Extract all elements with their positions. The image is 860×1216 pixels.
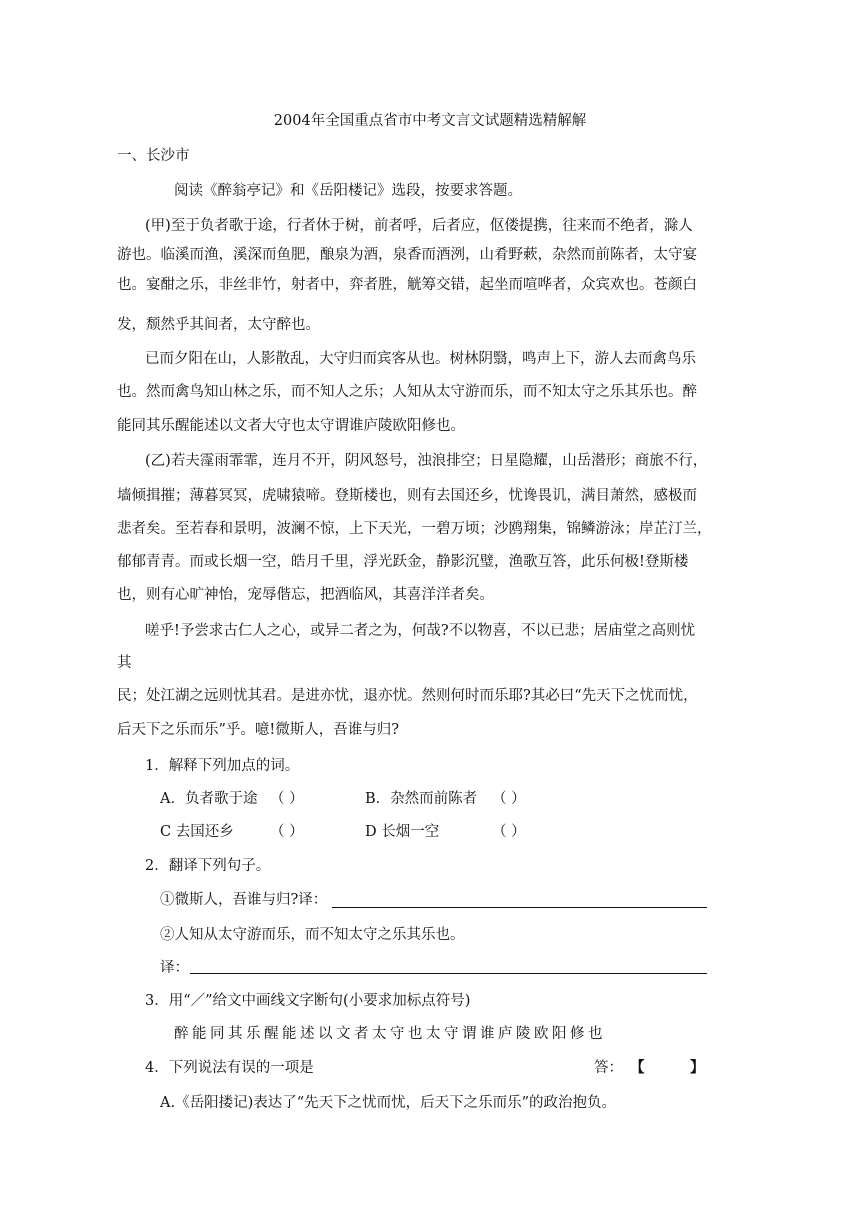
q1-option-d: D 长烟一空 bbox=[365, 824, 440, 840]
passage-line: 墙倾揖摧；薄暮冥冥，虎啸猿啼。登斯楼也，则有去国还乡，忧谗畏讥，满目萧然，感极而 bbox=[117, 488, 697, 504]
q2-answer-line-1[interactable] bbox=[332, 907, 707, 908]
q3-underlined-text: 醉能同其乐醒能述以文者太守也太守谓谁庐陵欧阳修也 bbox=[174, 1026, 606, 1042]
question-4-stem: 4．下列说法有误的一项是 bbox=[145, 1060, 314, 1076]
q1-option-a-answer[interactable]: （ ） bbox=[270, 791, 304, 807]
passage-line: (乙)若夫霪雨霏霏，连月不开，阴风怒号，浊浪排空；日星隐耀，山岳潜形；商旅不行， bbox=[145, 453, 708, 469]
document-title: 2004年全国重点省市中考文言文试题精选精解解 bbox=[273, 113, 587, 129]
q4-bracket-left: 【 bbox=[630, 1059, 645, 1076]
reading-instruction: 阅读《醉翁亭记》和《岳阳楼记》选段，按要求答题。 bbox=[174, 183, 522, 199]
q1-option-a: A．负者歌于途 bbox=[160, 791, 258, 807]
q1-option-c-answer[interactable]: （ ） bbox=[270, 824, 304, 840]
passage-line: 民；处江湖之远则忧其君。是进亦忧，退亦忧。然则何时而乐耶?其必曰“先天下之忧而忧， bbox=[117, 688, 698, 704]
question-3-stem: 3．用“／”给文中画线文字断句(小要求加标点符号) bbox=[145, 993, 471, 1009]
q4-option-a: A.《岳阳搂记)表达了“先天下之忧而忧，后天下之乐而乐”的政治抱负。 bbox=[160, 1095, 617, 1111]
q1-option-c: C 去国还乡 bbox=[160, 824, 234, 840]
passage-line: 已而夕阳在山，人影散乱，大守归而宾客从也。树林阴翳，鸣声上下，游人去而禽鸟乐 bbox=[145, 351, 696, 367]
passage-line: 也。然而禽鸟知山林之乐，而不知人之乐；人知从太守游而乐，而不知太守之乐其乐也。醉 bbox=[117, 384, 697, 400]
passage-line: 后天下之乐而乐”乎。噫!微斯人，吾谁与归? bbox=[117, 722, 400, 738]
q4-bracket-right: 】 bbox=[690, 1059, 705, 1076]
question-1-stem: 1．解释下列加点的词。 bbox=[145, 758, 300, 774]
q4-answer-label: 答： bbox=[594, 1060, 623, 1076]
passage-line: 也。宴酣之乐，非丝非竹，射者中，弈者胜，觥筹交错，起坐而喧哗者，众宾欢也。苍颜白 bbox=[117, 277, 697, 293]
passage-line: 发，颓然乎其间者，太守醉也。 bbox=[117, 317, 320, 333]
passage-line: 嗟乎!予尝求古仁人之心，或异二者之为，何哉?不以物喜，不以已悲；居庙堂之高则忧 bbox=[145, 623, 696, 639]
passage-line: 游也。临溪而渔，溪深而鱼肥，酿泉为酒，泉香而酒洌，山肴野蔌，杂然而前陈者，太守宴 bbox=[117, 247, 697, 263]
q2-sentence-2: ②人知从太守游而乐，而不知太守之乐其乐也。 bbox=[160, 927, 465, 943]
passage-line: 其 bbox=[117, 655, 132, 671]
q2-answer-line-2[interactable] bbox=[190, 973, 707, 974]
q1-option-b-answer[interactable]: （ ） bbox=[492, 791, 526, 807]
q2-translate-label: 译： bbox=[160, 960, 189, 976]
q2-sentence-1: ①微斯人，吾谁与归?译： bbox=[160, 892, 328, 908]
passage-line: 郁郁青青。而或长烟一空，皓月千里，浮光跃金，静影沉璧，渔歌互答，此乐何极!登斯楼 bbox=[117, 554, 689, 570]
section-heading: 一、长沙市 bbox=[117, 148, 190, 164]
q1-option-d-answer[interactable]: （ ） bbox=[492, 824, 526, 840]
question-2-stem: 2．翻译下列句子。 bbox=[145, 858, 271, 874]
passage-line: 悲者矣。至若春和景明，波澜不惊，上下天光，一碧万顷；沙鸥翔集，锦鳞游泳；岸芷汀兰， bbox=[117, 521, 712, 537]
passage-line: 也，则有心旷神怡，宠辱偕忘，把酒临风，其喜洋洋者矣。 bbox=[117, 587, 494, 603]
q1-option-b: B．杂然而前陈者 bbox=[365, 791, 478, 807]
q4-answer-box[interactable] bbox=[646, 1058, 686, 1076]
passage-line: 能同其乐醒能述以文者大守也太守谓谁庐陵欧阳修也。 bbox=[117, 418, 465, 434]
passage-line: (甲)至于负者歌于途，行者休于树，前者呼，后者应，伛偻提携，往来而不绝者，滁人 bbox=[145, 218, 693, 234]
